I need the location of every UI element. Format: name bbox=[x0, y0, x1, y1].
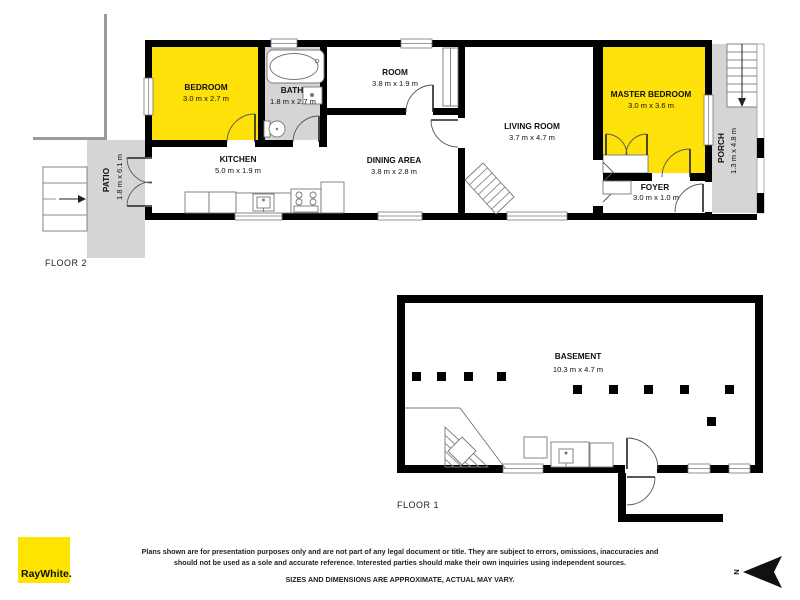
fridge-icon bbox=[185, 192, 209, 213]
basement-exterior-door bbox=[627, 477, 655, 505]
boundary-line-horizontal bbox=[33, 137, 107, 140]
basement-cabinet-icon bbox=[524, 437, 547, 458]
column bbox=[707, 417, 716, 426]
bathtub-icon bbox=[267, 50, 324, 83]
column bbox=[497, 372, 506, 381]
porch-label: PORCH bbox=[716, 133, 726, 163]
disclaimer-line1: Plans shown are for presentation purposes only and are not part of any legal document or title. They are subject to errors, omissions, inaccuracies and bbox=[141, 547, 659, 556]
floor2-title: FLOOR 2 bbox=[45, 258, 88, 268]
column bbox=[725, 385, 734, 394]
column bbox=[573, 385, 582, 394]
north-label: N bbox=[732, 569, 741, 575]
column bbox=[464, 372, 473, 381]
basement-label: BASEMENT bbox=[554, 351, 602, 361]
patio-stairs-icon bbox=[43, 167, 87, 231]
footer bbox=[18, 537, 782, 588]
dining-label: DINING AREA bbox=[366, 155, 422, 165]
floor1-title: FLOOR 1 bbox=[397, 500, 440, 510]
window bbox=[507, 212, 567, 220]
laundry-tub-icon bbox=[551, 442, 589, 467]
basement-dims: 10.3 m x 4.7 m bbox=[552, 365, 604, 374]
living-label: LIVING ROOM bbox=[504, 121, 560, 131]
foyer-label: FOYER bbox=[640, 182, 670, 192]
window bbox=[688, 464, 710, 473]
room-label: ROOM bbox=[382, 67, 408, 77]
disclaimer-line3: SIZES AND DIMENSIONS ARE APPROXIMATE, ACTUAL MAY VARY. bbox=[285, 575, 515, 584]
dining-dims: 3.8 m x 2.8 m bbox=[370, 167, 418, 176]
window bbox=[503, 464, 543, 473]
living-dims: 3.7 m x 4.7 m bbox=[508, 133, 556, 142]
foyer-cupboard bbox=[603, 181, 631, 194]
patio-label: PATIO bbox=[101, 167, 111, 193]
master-dims: 3.0 m x 3.6 m bbox=[627, 101, 675, 110]
window bbox=[704, 95, 713, 145]
window bbox=[401, 39, 432, 48]
compass bbox=[732, 556, 782, 588]
porch-dims: 1.3 m x 4.8 m bbox=[729, 127, 738, 175]
window bbox=[729, 464, 750, 473]
bath-label: BATH bbox=[280, 85, 304, 95]
porch-rail bbox=[757, 44, 764, 213]
washer-icon bbox=[590, 443, 613, 467]
raywhite-logo-text: RayWhite. bbox=[21, 568, 72, 580]
toilet-icon bbox=[264, 121, 285, 137]
bedroom-dims: 3.0 m x 2.7 m bbox=[182, 94, 230, 103]
column bbox=[609, 385, 618, 394]
boundary-line-vertical bbox=[104, 14, 107, 140]
column bbox=[680, 385, 689, 394]
pantry-icon bbox=[321, 182, 344, 213]
floor1-plan bbox=[397, 295, 763, 522]
master-closet bbox=[603, 155, 648, 173]
window bbox=[378, 212, 422, 220]
bath-dims: 1.8 m x 2.7 m bbox=[269, 97, 317, 106]
north-arrow-icon bbox=[743, 556, 782, 588]
column bbox=[412, 372, 421, 381]
stove-icon bbox=[291, 189, 321, 213]
kitchen-dims: 5.0 m x 1.9 m bbox=[214, 166, 262, 175]
patio-dims: 1.8 m x 6.1 m bbox=[115, 153, 124, 201]
master-label: MASTER BEDROOM bbox=[610, 89, 692, 99]
kitchen-cabinet-icon bbox=[209, 192, 236, 213]
column bbox=[437, 372, 446, 381]
window bbox=[144, 78, 153, 115]
window bbox=[271, 39, 297, 48]
room-dims: 3.8 m x 1.9 m bbox=[371, 79, 419, 88]
room-closet bbox=[443, 48, 458, 106]
kitchen-sink-icon bbox=[253, 194, 274, 212]
floor2-plan bbox=[33, 14, 764, 268]
column bbox=[644, 385, 653, 394]
porch-stairs-icon bbox=[727, 44, 757, 107]
kitchen-label: KITCHEN bbox=[219, 154, 257, 164]
bedroom-label: BEDROOM bbox=[184, 82, 228, 92]
disclaimer-line2: should not be used as a sole and accurate reference. Interested parties should make their own inquiries using independent sources. bbox=[173, 558, 627, 567]
foyer-dims: 3.0 m x 1.0 m bbox=[632, 193, 680, 202]
